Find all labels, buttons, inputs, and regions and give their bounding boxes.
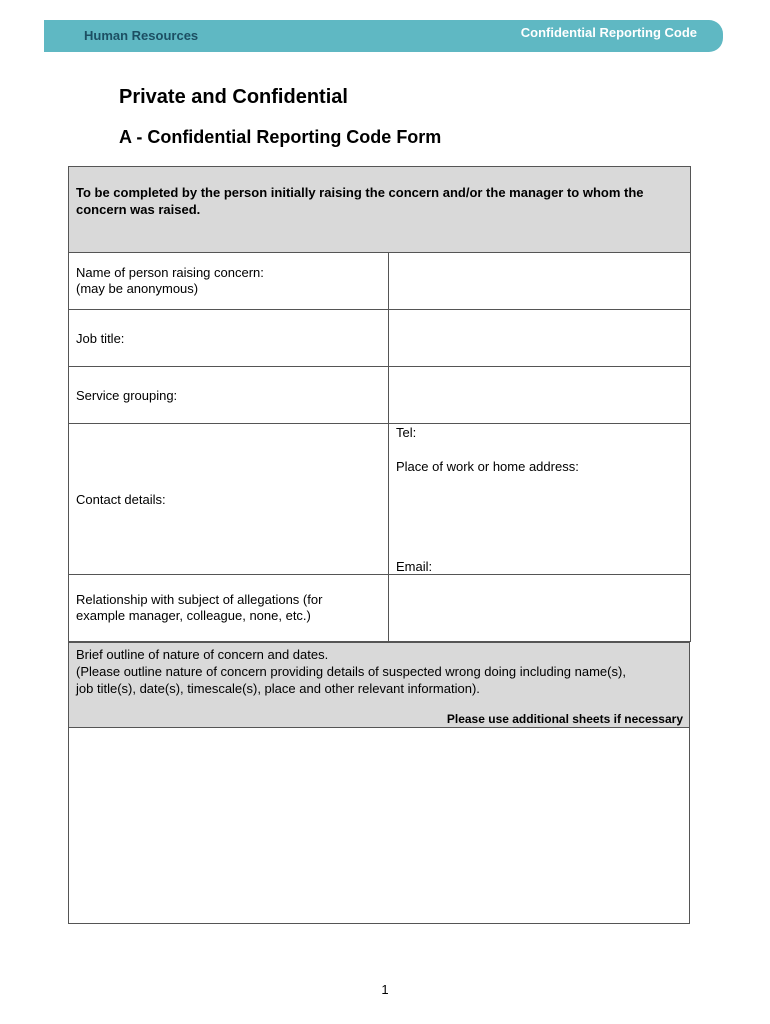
concern-outline-header [69,643,689,728]
name-label-line2: (may be anonymous) [76,281,199,296]
address-label: Place of work or home address: [396,459,579,474]
relationship-label-line1: Relationship with subject of allegations (for [76,592,323,607]
job-title-field[interactable] [389,310,691,367]
additional-sheets-note: Please use additional sheets if necessary [446,712,683,726]
header-document-name: Confidential Reporting Code [520,25,697,40]
contact-details-field[interactable] [389,424,691,575]
relationship-label-line2: example manager, colleague, none, etc.) [76,608,311,623]
page-number: 1 [381,982,389,997]
reporter-details-table [68,166,691,642]
job-row [69,310,691,367]
concern-outline-instructions [76,646,626,697]
relationship-label [69,575,389,642]
name-label-line1: Name of person raising concern: [76,265,264,280]
name-field[interactable] [389,253,691,310]
email-label: Email: [396,559,433,574]
document-title: Private and Confidential [119,86,348,108]
intro-row [69,167,691,253]
service-grouping-field[interactable] [389,367,691,424]
header-band [44,20,723,52]
contact-row [69,424,691,575]
concern-outline-line3: job title(s), date(s), timescale(s), place and other relevant information). [76,681,480,696]
job-label: Job title: [69,310,389,367]
concern-outline-line2: (Please outline nature of concern providing details of suspected wrong doing including name(s), [76,664,626,679]
concern-outline-field[interactable] [69,728,689,922]
concern-outline-line1: Brief outline of nature of concern and dates. [76,647,329,662]
name-row [69,253,691,310]
header-department: Human Resources [84,28,199,43]
name-label [69,253,389,310]
concern-outline-table [68,642,690,924]
relationship-field[interactable] [389,575,691,642]
service-label: Service grouping: [69,367,389,424]
service-row [69,367,691,424]
intro-instructions: To be completed by the person initially raising the concern and/or the manager to whom the concern was raised. [69,167,691,253]
contact-label: Contact details: [69,424,389,575]
tel-label: Tel: [396,425,417,440]
relationship-row [69,575,691,642]
form-title: A - Confidential Reporting Code Form [119,127,442,147]
